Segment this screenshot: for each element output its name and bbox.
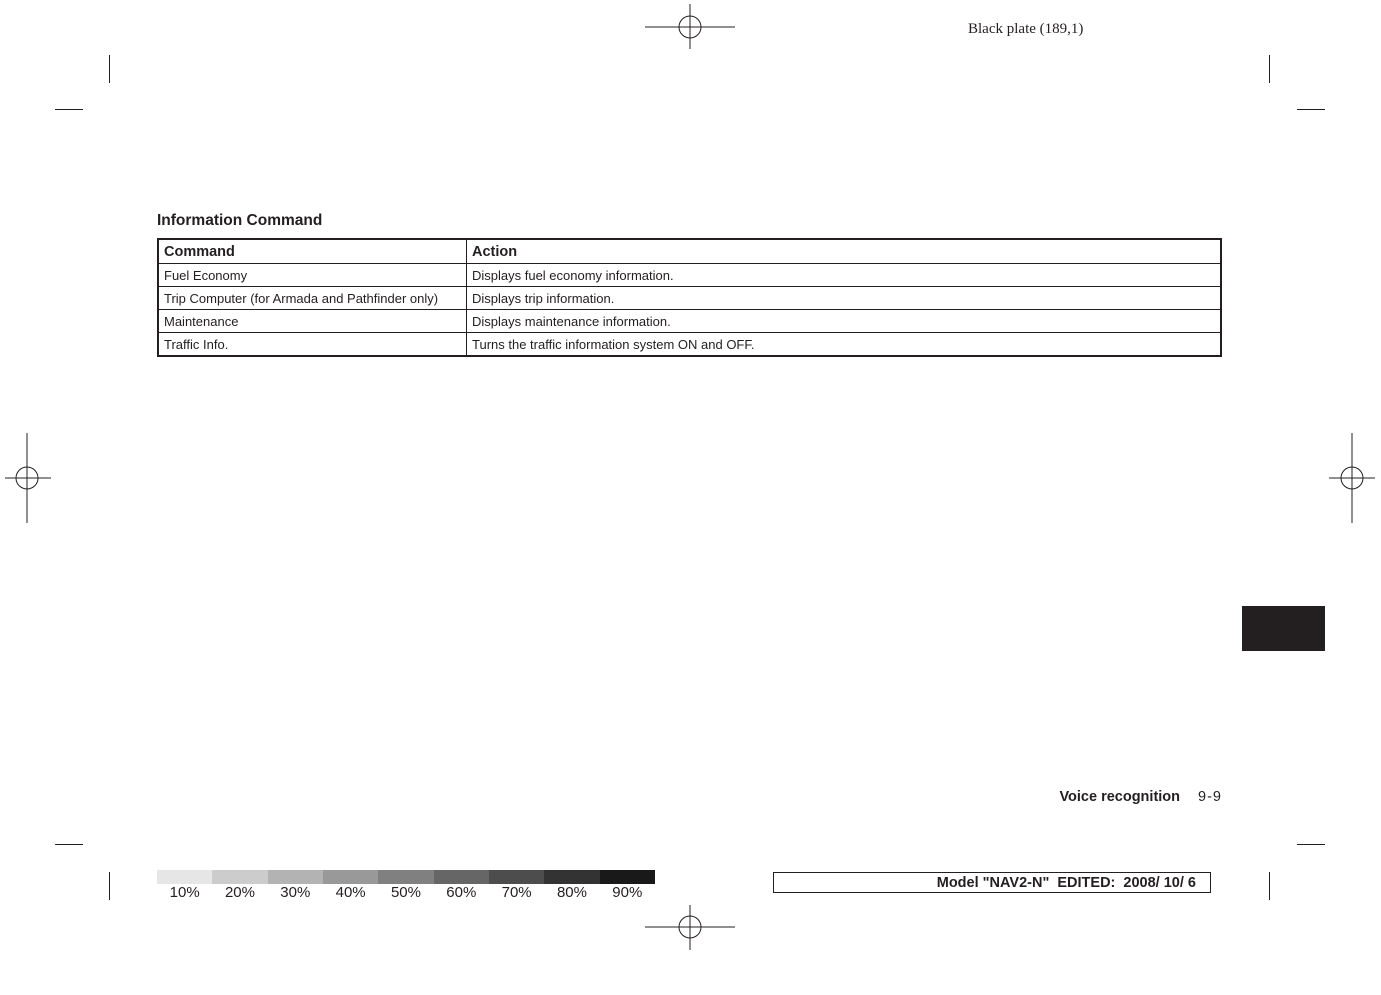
command-table	[157, 238, 1222, 357]
action-cell: Turns the traffic information system ON and OFF.	[467, 333, 1222, 357]
registration-mark-bottom	[645, 905, 735, 995]
model-edit-box: Model "NAV2-N" EDITED: 2008/ 10/ 6	[773, 872, 1211, 893]
gray-scale-label: 30%	[280, 884, 311, 901]
crop-mark-top-left-vertical	[109, 55, 110, 83]
gray-scale-swatch	[434, 870, 489, 884]
gray-scale-label: 70%	[501, 884, 532, 901]
table-row	[158, 264, 1221, 287]
gray-scale-swatch	[600, 870, 655, 884]
action-cell: Displays fuel economy information.	[467, 264, 1222, 287]
command-cell: Trip Computer (for Armada and Pathfinder only)	[158, 287, 467, 310]
chapter-thumb-tab	[1242, 606, 1325, 651]
gray-scale-swatch	[489, 870, 544, 884]
gray-scale-label: 40%	[335, 884, 366, 901]
gray-scale-label: 10%	[169, 884, 200, 901]
gray-scale-label: 80%	[556, 884, 587, 901]
crop-mark-bottom-left-horizontal	[55, 844, 83, 845]
gray-scale-swatch	[268, 870, 323, 884]
column-header-action: Action	[467, 239, 1222, 264]
section-heading: Information Command	[157, 212, 323, 229]
command-cell: Traffic Info.	[158, 333, 467, 357]
command-cell: Maintenance	[158, 310, 467, 333]
footer-section-title: Voice recognition	[1059, 789, 1181, 805]
table-row	[158, 310, 1221, 333]
gray-scale-swatch	[212, 870, 267, 884]
action-cell: Displays trip information.	[467, 287, 1222, 310]
table-row	[158, 287, 1221, 310]
registration-mark-left	[5, 433, 95, 523]
crop-mark-bottom-right-vertical	[1269, 872, 1270, 900]
column-header-command: Command	[158, 239, 467, 264]
gray-scale-label: 50%	[390, 884, 421, 901]
gray-scale-labels	[157, 884, 655, 901]
gray-scale-swatch	[157, 870, 212, 884]
table-row	[158, 333, 1221, 357]
page-number: 9-9	[1198, 789, 1222, 805]
registration-mark-top	[645, 4, 735, 94]
gray-scale-bar	[157, 870, 655, 884]
gray-scale-label: 90%	[612, 884, 643, 901]
gray-scale-label: 60%	[446, 884, 477, 901]
plate-id: Black plate (189,1)	[968, 21, 1084, 37]
table-header-row	[158, 239, 1221, 264]
gray-scale-swatch	[323, 870, 378, 884]
crop-mark-top-left-horizontal	[55, 109, 83, 110]
crop-mark-bottom-left-vertical	[109, 872, 110, 900]
gray-scale-label: 20%	[224, 884, 255, 901]
gray-scale-swatch	[378, 870, 433, 884]
gray-scale-swatch	[544, 870, 599, 884]
crop-mark-top-right-vertical	[1269, 55, 1270, 83]
page-footer	[1000, 789, 1222, 805]
crop-mark-bottom-right-horizontal	[1297, 844, 1325, 845]
crop-mark-top-right-horizontal	[1297, 109, 1325, 110]
action-cell: Displays maintenance information.	[467, 310, 1222, 333]
command-cell: Fuel Economy	[158, 264, 467, 287]
registration-mark-right	[1329, 433, 1381, 523]
